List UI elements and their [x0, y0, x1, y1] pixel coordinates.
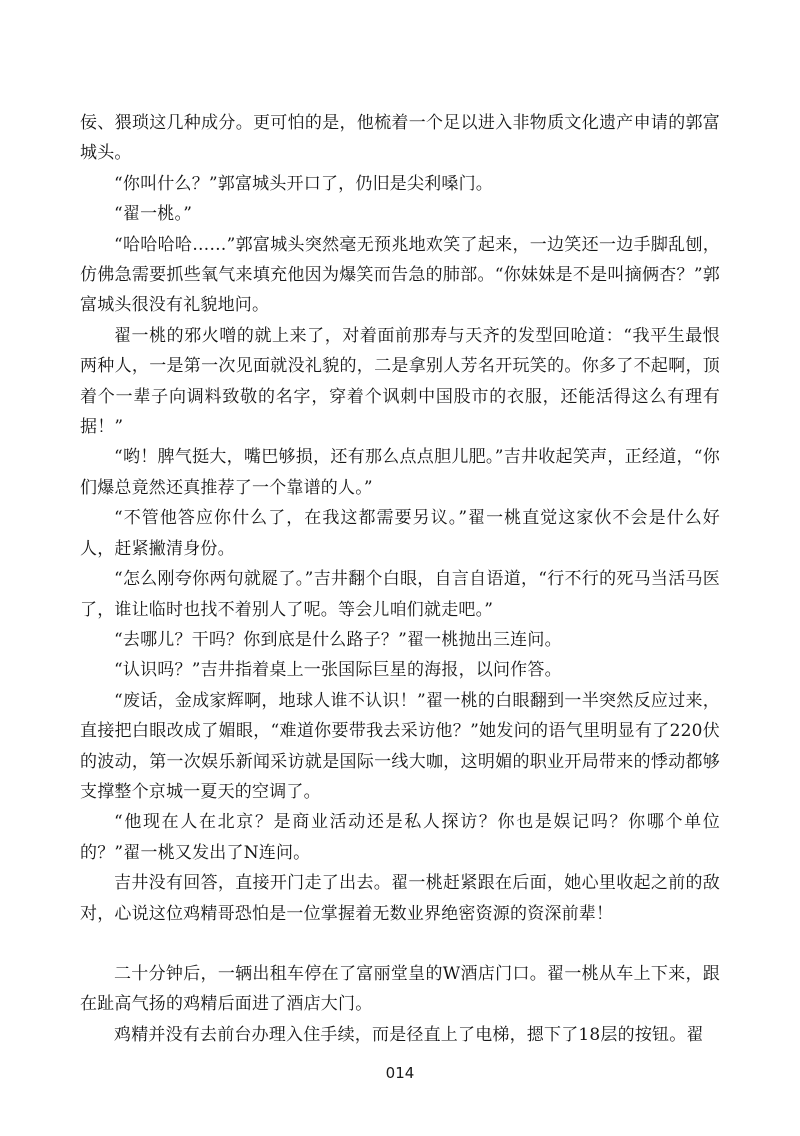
paragraph-narration: 吉井没有回答，直接开门走了出去。翟一桃赶紧跟在后面，她心里收起之前的敌对，心说这位鸡精哥恐怕是一位掌握着无数业界绝密资源的资深前辈！	[80, 873, 720, 924]
paragraph-dialogue: “他现在人在北京？是商业活动还是私人探访？你也是娱记吗？你哪个单位的？”翟一桃又发出了N连问。	[80, 812, 720, 863]
paragraph-dialogue: “废话，金成家辉啊，地球人谁不认识！”翟一桃的白眼翻到一半突然反应过来，直接把白眼改成了媚眼，“难道你要带我去采访他？”她发问的语气里明显有了220伏的波动，第一次娱乐新闻采访就是国际一线大咖，这明媚的职业开局带来的悸动都够支撑整个京城一夏天的空调了。	[80, 690, 720, 802]
paragraph-continuation: 佞、猥琐这几种成分。更可怕的是，他梳着一个足以进入非物质文化遗产申请的郭富城头。	[80, 113, 720, 164]
paragraph-narration: 翟一桃的邪火噌的就上来了，对着面前那寿与天齐的发型回呛道：“我平生最恨两种人，一是第一次见面就没礼貌的，二是拿别人芳名开玩笑的。你多了不起啊，顶着个一辈子向调料致敬的名字，穿着个讽刺中国股市的衣服，还能活得这么有理有据！”	[80, 325, 720, 438]
book-page-body	[80, 108, 720, 1050]
paragraph-dialogue: “你叫什么？”郭富城头开口了，仍旧是尖利嗓门。	[114, 173, 493, 194]
paragraph-dialogue: “哈哈哈哈……”郭富城头突然毫无预兆地欢笑了起来，一边笑还一边手脚乱刨，仿佛急需要抓些氧气来填充他因为爆笑而告急的肺部。“你妹妹是不是叫摘俩杏？”郭富城头很没有礼貌地问。	[80, 234, 720, 316]
paragraph-dialogue: “去哪儿？干吗？你到底是什么路子？”翟一桃抛出三连问。	[114, 629, 562, 650]
paragraph-narration: 鸡精并没有去前台办理入住手续，而是径直上了电梯，摁下了18层的按钮。翟	[114, 1024, 704, 1045]
paragraph-dialogue: “怎么刚夸你两句就㞞了。”吉井翻个白眼，自言自语道，“行不行的死马当活马医了，谁让临时也找不着别人了呢。等会儿咱们就走吧。”	[80, 569, 720, 620]
paragraph-dialogue: “哟！脾气挺大，嘴巴够损，还有那么点点胆儿肥。”吉井收起笑声，正经道，“你们爆总竟然还真推荐了一个靠谱的人。”	[80, 447, 720, 498]
paragraph-dialogue: “不管他答应你什么了，在我这都需要另议。”翟一桃直觉这家伙不会是什么好人，赶紧撇清身份。	[80, 508, 720, 559]
paragraph-narration: 二十分钟后，一辆出租车停在了富丽堂皇的W酒店门口。翟一桃从车上下来，跟在趾高气扬的鸡精后面进了酒店大门。	[80, 963, 720, 1015]
paragraph-dialogue: “认识吗？”吉井指着桌上一张国际巨星的海报，以问作答。	[114, 660, 562, 681]
section-break	[80, 929, 720, 959]
page-number: 014	[385, 1064, 415, 1082]
paragraph-dialogue: “翟一桃。”	[114, 204, 193, 225]
